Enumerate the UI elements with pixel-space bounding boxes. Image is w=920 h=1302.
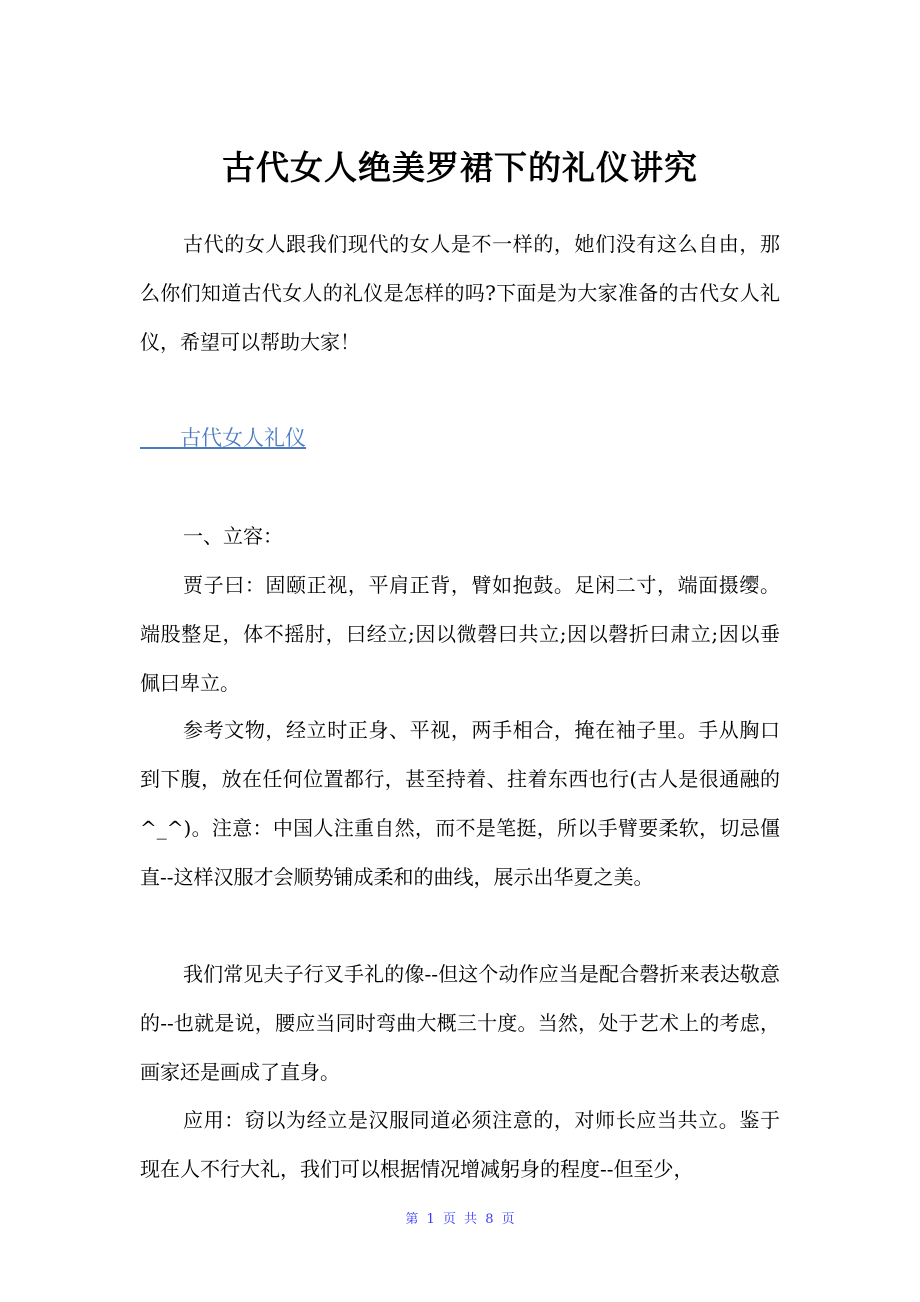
heading-indent (140, 426, 180, 450)
section-heading-link[interactable] (140, 420, 306, 456)
page-indicator: 第 1 页 共 8 页 (405, 1212, 515, 1227)
intro-paragraph: 古代的女人跟我们现代的女人是不一样的，她们没有这么自由，那么你们知道古代女人的礼仪是怎样的吗?下面是为大家准备的古代女人礼仪，希望可以帮助大家！ (140, 232, 780, 354)
paragraph-application: 应用：窃以为经立是汉服同道必须注意的，对师长应当共立。鉴于现在人不行大礼，我们可以根据情况增减躬身的程度--但至少， (140, 1108, 780, 1181)
paragraph-jiazi: 贾子曰：固颐正视，平肩正背，臂如抱鼓。足闲二寸，端面摄缨。端股整足，体不摇肘，曰经立;因以微磬曰共立;因以磬折曰肃立;因以垂佩曰卑立。 (140, 573, 780, 695)
document-title: 古代女人绝美罗裙下的礼仪讲究 (222, 148, 698, 187)
subheading-standing: 一、立容： (183, 524, 283, 548)
section-heading-text: 古代女人礼仪 (180, 426, 307, 450)
paragraph-reference: 参考文物，经立时正身、平视，两手相合，掩在袖子里。手从胸口到下腹，放在任何位置都行，甚至持着、拄着东西也行(古人是很通融的^_^)。注意：中国人注重自然，而不是笔挺，所以手臂要柔软，切忌僵直--这样汉服才会顺势铺成柔和的曲线，展示出华夏之美。 (140, 718, 780, 889)
paragraph-chashou: 我们常见夫子行叉手礼的像--但这个动作应当是配合磬折来表达敬意的--也就是说，腰应当同时弯曲大概三十度。当然，处于艺术上的考虑，画家还是画成了直身。 (140, 962, 780, 1084)
